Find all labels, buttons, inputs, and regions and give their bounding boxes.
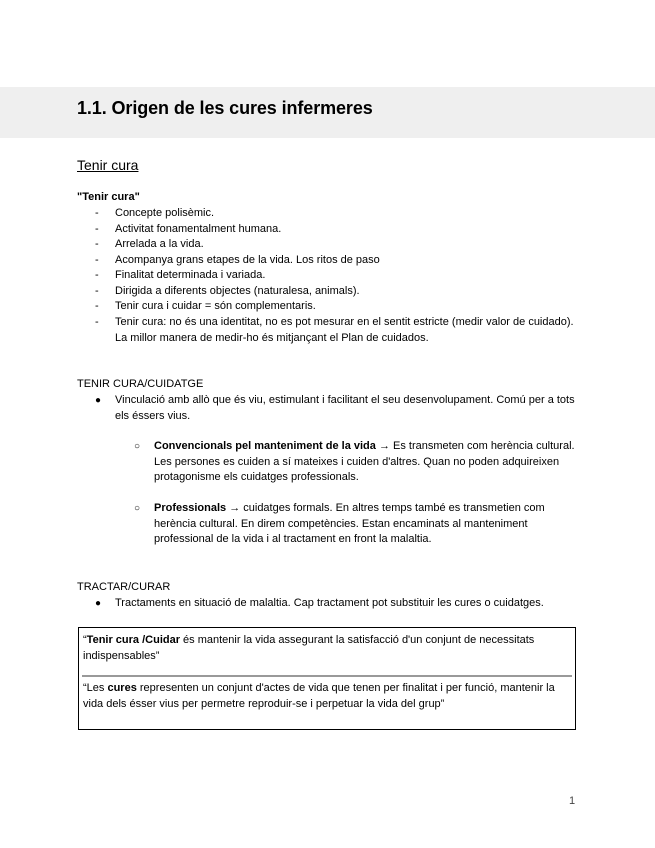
definitions-box: [78, 627, 576, 730]
page-number: 1: [569, 795, 576, 807]
list-item: - Arrelada a la vida.: [95, 237, 575, 253]
section-label-curar: TRACTAR/CURAR: [77, 581, 171, 593]
list-item: - Activitat fonamentalment humana.: [95, 222, 575, 238]
divider: [82, 675, 572, 677]
bullet-marker: ●: [95, 598, 102, 609]
intro-term: "Tenir cura": [77, 191, 140, 203]
dash-marker: -: [95, 223, 99, 235]
list-item: - Tenir cura i cuidar = són complementaris.: [95, 299, 575, 315]
dash-marker: -: [95, 238, 99, 250]
definition-quote-cures: “Les cures representen un conjunt d'actes de vida que tenen per finalitat i per funció, mantenir la vida dels ésser vius per permetre reproduir-se i perpetuar la vida del grup”: [83, 682, 555, 710]
definition-quote-cuidar: “Tenir cura /Cuidar és mantenir la vida assegurant la satisfacció d'un conjunt de necessitats indispensables”: [83, 634, 535, 662]
list-item: ● Tractaments en situació de malaltia. Cap tractament pot substituir les cures o cuidatges.: [95, 596, 580, 612]
list-item: - Finalitat determinada i variada.: [95, 268, 575, 284]
sub-list-item: ○ Professionals → cuidatges formals. En altres temps també es transmetien com herència cultural. En direm competències. Estan encaminats al manteniment professional de la vida i al tractament en front la malaltia.: [134, 502, 545, 545]
section-label-cuidatge: TENIR CURA/CUIDATGE: [77, 378, 204, 390]
dash-marker: -: [95, 285, 99, 297]
dash-marker: -: [95, 316, 99, 328]
list-item: - Dirigida a diferents objectes (naturalesa, animals).: [95, 284, 575, 300]
page-title: 1.1. Origen de les cures infermeres: [77, 98, 373, 118]
dash-marker: -: [95, 254, 99, 266]
circle-marker: ○: [134, 503, 141, 514]
list-item: - Tenir cura: no és una identitat, no es pot mesurar en el sentit estricte (medir valor de cuidado). La millor manera de medir-ho és mitjançant el Plan de cuidados.: [95, 316, 574, 344]
list-item: ● Vinculació amb allò que és viu, estimulant i facilitant el seu desenvolupament. Comú per a tots els éssers vius.: [95, 394, 575, 422]
dash-marker: -: [95, 269, 99, 281]
circle-marker: ○: [134, 441, 141, 452]
sub-list-item: ○ Convencionals pel manteniment de la vida → Es transmeten com herència cultural. Les persones es cuiden a sí mateixes i cuiden d'altres. Quan no poden adquireixen protagonisme els cuidatges professionals.: [134, 440, 575, 483]
sub-item-term: Convencionals pel manteniment de la vida: [154, 440, 376, 452]
sub-item-term: Professionals: [154, 502, 227, 514]
dash-marker: -: [95, 300, 99, 312]
section-heading: Tenir cura: [77, 157, 139, 173]
dash-marker: -: [95, 207, 99, 219]
list-item: - Concepte polisèmic.: [95, 206, 575, 222]
list-item: - Acompanya grans etapes de la vida. Los ritos de paso: [95, 253, 575, 269]
bullet-marker: ●: [95, 395, 102, 406]
